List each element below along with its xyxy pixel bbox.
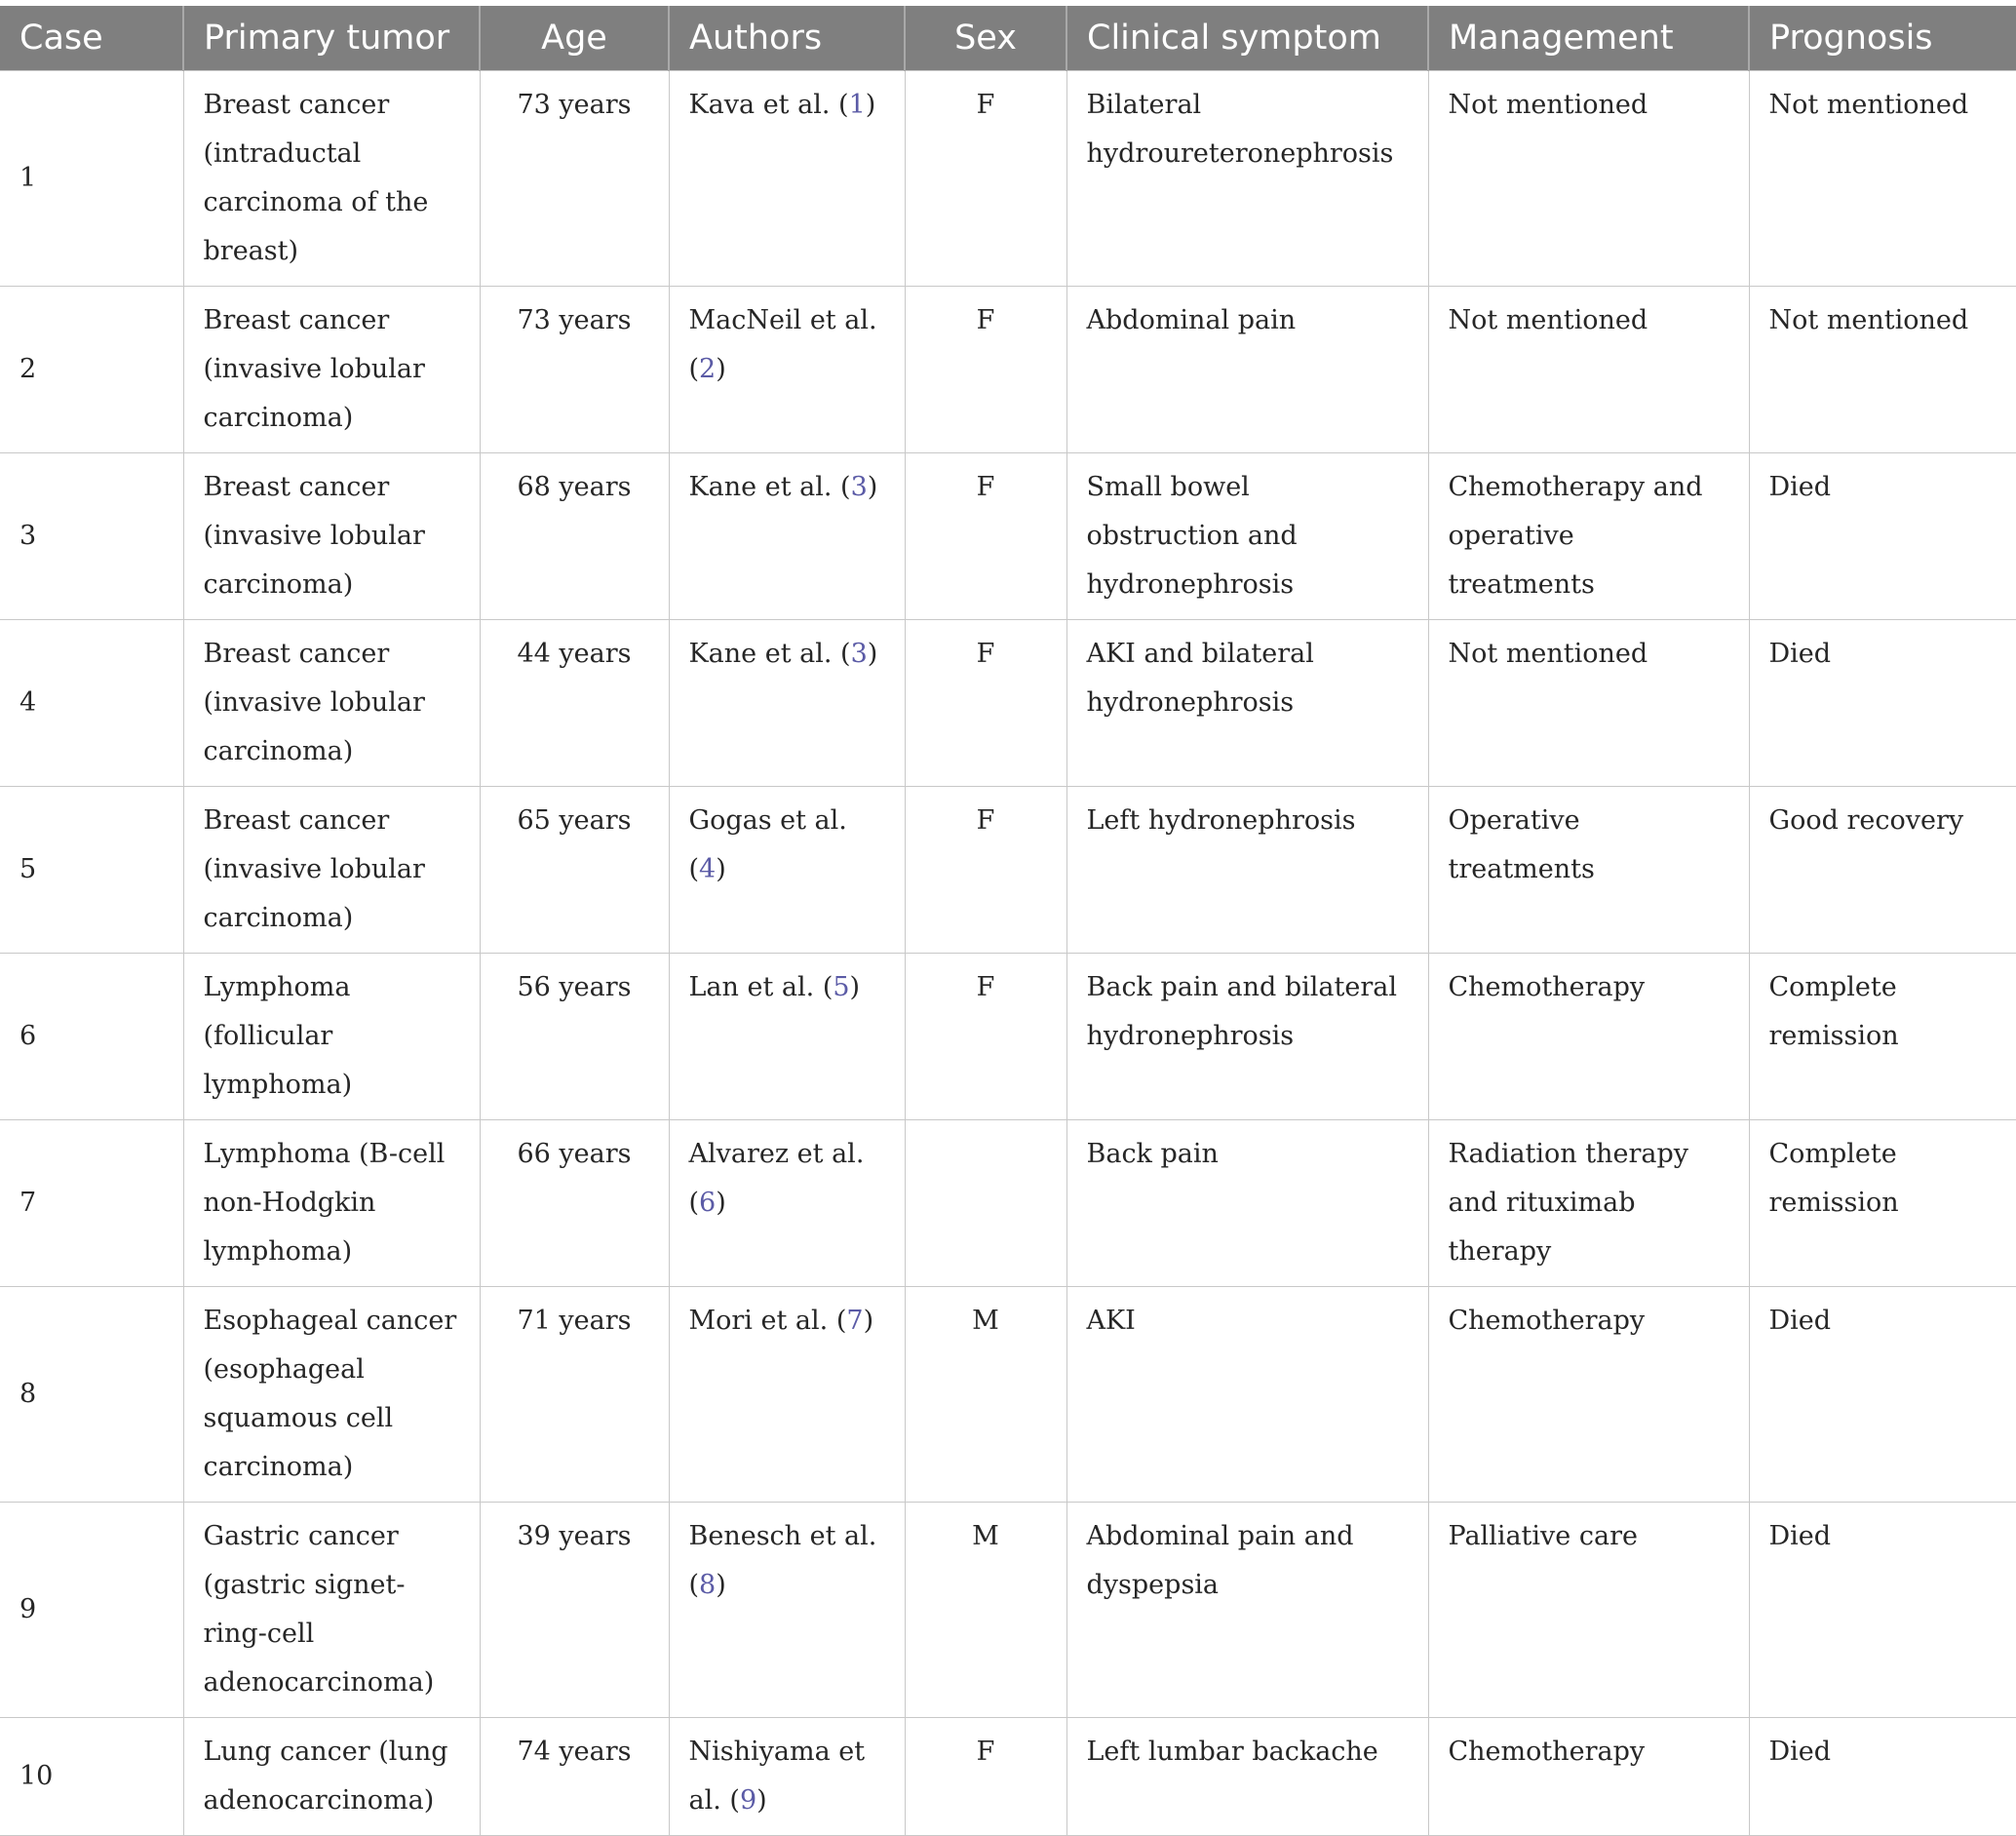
cell-clinical-symptom: Abdominal pain and dyspepsia [1066,1503,1428,1718]
cell-sex: M [905,1287,1066,1503]
header-clinical-symptom: Clinical symptom [1066,6,1428,71]
cell-age: 66 years [480,1120,669,1287]
cell-prognosis: Died [1749,1287,2016,1503]
header-authors: Authors [669,6,905,71]
cell-primary-tumor: Lymphoma (follicular lymphoma) [183,954,480,1120]
cell-sex: F [905,1718,1066,1836]
table-row [0,453,2016,620]
cell-authors: Lan et al. (5) [669,954,905,1120]
cell-primary-tumor: Breast cancer (intraductal carcinoma of the breast) [183,71,480,287]
header-sex: Sex [905,6,1066,71]
cell-primary-tumor: Breast cancer (invasive lobular carcinoma) [183,620,480,787]
cell-sex: F [905,453,1066,620]
cell-prognosis: Died [1749,453,2016,620]
cell-sex: F [905,787,1066,954]
table-row [0,1503,2016,1718]
cell-age: 74 years [480,1718,669,1836]
header-management: Management [1428,6,1749,71]
cell-clinical-symptom: Bilateral hydroureteronephrosis [1066,71,1428,287]
cell-primary-tumor: Gastric cancer (gastric signet-ring-cell adenocarcinoma) [183,1503,480,1718]
cell-prognosis: Died [1749,1503,2016,1718]
case-table-container [0,6,2016,1836]
cell-primary-tumor: Lymphoma (B-cell non-Hodgkin lymphoma) [183,1120,480,1287]
table-header-row [0,6,2016,71]
reference-link[interactable]: 1 [848,90,866,120]
cell-management: Chemotherapy and operative treatments [1428,453,1749,620]
cell-case: 5 [0,787,183,954]
cell-management: Not mentioned [1428,620,1749,787]
table-row [0,1287,2016,1503]
cell-age: 68 years [480,453,669,620]
header-prognosis: Prognosis [1749,6,2016,71]
cell-clinical-symptom: Back pain and bilateral hydronephrosis [1066,954,1428,1120]
author-name: Nishiyama et al. [688,1737,866,1816]
cell-case: 10 [0,1718,183,1836]
cell-primary-tumor: Lung cancer (lung adenocarcinoma) [183,1718,480,1836]
cell-sex: M [905,1503,1066,1718]
author-name: MacNeil et al. [688,305,877,335]
cell-clinical-symptom: AKI [1066,1287,1428,1503]
reference-link[interactable]: 6 [699,1188,717,1218]
cell-clinical-symptom: AKI and bilateral hydronephrosis [1066,620,1428,787]
reference-link[interactable]: 9 [739,1785,757,1816]
header-age: Age [480,6,669,71]
cell-management: Chemotherapy [1428,954,1749,1120]
reference-link[interactable]: 8 [699,1570,717,1600]
cell-case: 8 [0,1287,183,1503]
author-name: Kava et al. [688,90,831,120]
cell-case: 1 [0,71,183,287]
cell-authors: Alvarez et al. (6) [669,1120,905,1287]
cell-prognosis: Died [1749,1718,2016,1836]
reference-link[interactable]: 3 [850,639,868,669]
cell-age: 73 years [480,287,669,453]
author-name: Alvarez et al. [688,1139,865,1169]
author-name: Lan et al. [688,972,815,1002]
cell-authors: Benesch et al. (8) [669,1503,905,1718]
cell-prognosis: Died [1749,620,2016,787]
cell-authors: Mori et al. (7) [669,1287,905,1503]
cell-age: 65 years [480,787,669,954]
cell-authors: Nishiyama et al. (9) [669,1718,905,1836]
cell-prognosis: Complete remission [1749,954,2016,1120]
table-row [0,287,2016,453]
cell-management: Chemotherapy [1428,1718,1749,1836]
cell-age: 73 years [480,71,669,287]
reference-link[interactable]: 4 [699,854,717,884]
reference-link[interactable]: 7 [846,1306,864,1336]
author-name: Benesch et al. [688,1521,877,1551]
cell-authors: MacNeil et al. (2) [669,287,905,453]
cell-clinical-symptom: Abdominal pain [1066,287,1428,453]
cell-management: Not mentioned [1428,71,1749,287]
cell-case: 6 [0,954,183,1120]
cell-clinical-symptom: Small bowel obstruction and hydronephrosis [1066,453,1428,620]
cell-sex: F [905,71,1066,287]
reference-link[interactable]: 5 [833,972,850,1002]
cell-case: 9 [0,1503,183,1718]
cell-clinical-symptom: Left lumbar backache [1066,1718,1428,1836]
cell-management: Operative treatments [1428,787,1749,954]
cell-primary-tumor: Breast cancer (invasive lobular carcinoma) [183,453,480,620]
cell-sex [905,1120,1066,1287]
table-row [0,620,2016,787]
author-name: Kane et al. [688,472,833,502]
table-row [0,1718,2016,1836]
cell-age: 44 years [480,620,669,787]
table-row [0,71,2016,287]
author-name: Gogas et al. [688,805,847,836]
author-name: Mori et al. [688,1306,829,1336]
cell-authors: Kane et al. (3) [669,453,905,620]
header-primary-tumor: Primary tumor [183,6,480,71]
cell-clinical-symptom: Left hydronephrosis [1066,787,1428,954]
cell-primary-tumor: Breast cancer (invasive lobular carcinoma) [183,787,480,954]
cell-authors: Gogas et al. (4) [669,787,905,954]
cell-age: 39 years [480,1503,669,1718]
table-row [0,787,2016,954]
cell-case: 4 [0,620,183,787]
cell-authors: Kava et al. (1) [669,71,905,287]
cell-prognosis: Not mentioned [1749,287,2016,453]
author-name: Kane et al. [688,639,833,669]
case-table [0,6,2016,1836]
cell-authors: Kane et al. (3) [669,620,905,787]
cell-case: 3 [0,453,183,620]
cell-age: 56 years [480,954,669,1120]
cell-sex: F [905,954,1066,1120]
cell-prognosis: Good recovery [1749,787,2016,954]
cell-prognosis: Not mentioned [1749,71,2016,287]
cell-case: 2 [0,287,183,453]
reference-link[interactable]: 3 [850,472,868,502]
cell-management: Not mentioned [1428,287,1749,453]
cell-sex: F [905,287,1066,453]
table-row [0,1120,2016,1287]
cell-management: Radiation therapy and rituximab therapy [1428,1120,1749,1287]
header-case: Case [0,6,183,71]
cell-prognosis: Complete remission [1749,1120,2016,1287]
cell-primary-tumor: Esophageal cancer (esophageal squamous cell carcinoma) [183,1287,480,1503]
cell-case: 7 [0,1120,183,1287]
cell-clinical-symptom: Back pain [1066,1120,1428,1287]
cell-management: Chemotherapy [1428,1287,1749,1503]
cell-primary-tumor: Breast cancer (invasive lobular carcinoma) [183,287,480,453]
reference-link[interactable]: 2 [699,354,717,384]
cell-management: Palliative care [1428,1503,1749,1718]
cell-age: 71 years [480,1287,669,1503]
cell-sex: F [905,620,1066,787]
table-row [0,954,2016,1120]
